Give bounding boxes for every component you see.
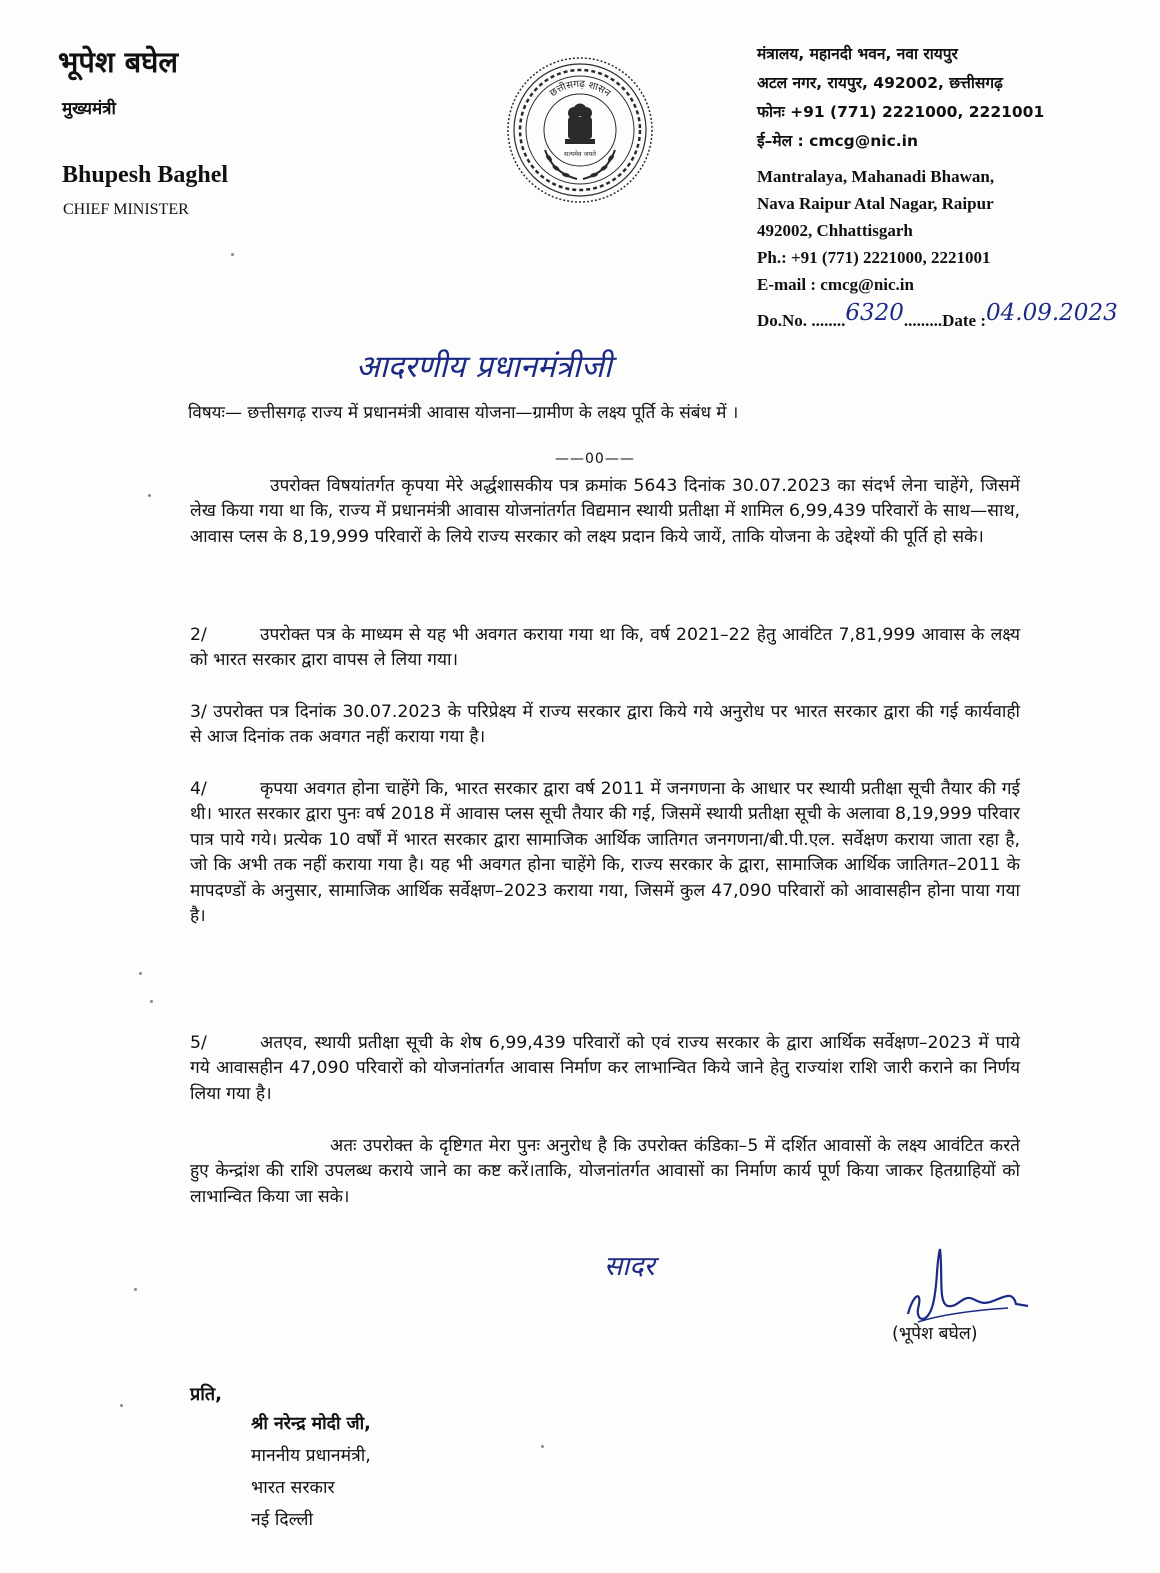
separator: ——00—— — [555, 451, 635, 467]
chhattisgarh-government-seal-icon — [505, 55, 655, 205]
address-hindi-line: ई–मेल : cmcg@nic.in — [757, 132, 919, 150]
scan-speck — [231, 253, 234, 256]
date-label: Date : — [942, 311, 987, 330]
paragraph-5-text: अतएव, स्थायी प्रतीक्षा सूची के शेष 6,99,439 परिवारों को एवं राज्य सरकार के द्वारा आर्थिक सर्वेक्षण–2023 में पाये गये आवासहीन 47,090 परिवारों को योजनांतर्गत आवास निर्माण कर लाभान्वित किये जाने हेतु राज्यांश राशि जारी कराने का निर्णय लिया गया है। — [190, 1033, 1020, 1104]
address-english-line: E-mail : cmcg@nic.in — [757, 275, 914, 294]
scan-speck — [134, 1288, 137, 1291]
address-hindi-line: मंत्रालय, महानदी भवन, नवा रायपुर — [757, 45, 958, 63]
recipient-address — [251, 1408, 371, 1536]
address-english-line: Mantralaya, Mahanadi Bhawan, — [757, 167, 995, 186]
scan-speck — [139, 972, 142, 975]
recipient-name: श्री नरेन्द्र मोदी जी, — [251, 1414, 371, 1434]
recipient-organisation: भारत सरकार — [251, 1478, 335, 1498]
address-hindi-line: फोनः +91 (771) 2221000, 2221001 — [757, 103, 1045, 121]
do-number: 6320 — [845, 300, 904, 326]
sender-title-hindi: मुख्यमंत्री — [62, 99, 116, 119]
paragraph-2-text: उपरोक्त पत्र के माध्यम से यह भी अवगत कराया गया था कि, वर्ष 2021–22 हेतु आवंटित 7,81,999 आवास के लक्ष्य को भारत सरकार द्वारा वापस ले लिया गया। — [190, 625, 1020, 671]
address-english-line: Nava Raipur Atal Nagar, Raipur — [757, 194, 994, 213]
do-dots: ........ — [811, 311, 846, 330]
address-english-line: Ph.: +91 (771) 2221000, 2221001 — [757, 248, 991, 267]
paragraph-1: उपरोक्त विषयांतर्गत कृपया मेरे अर्द्धशासकीय पत्र क्रमांक 5643 दिनांक 30.07.2023 का संदर्भ लेना चाहेंगे, जिसमें लेख किया गया था कि, राज्य में प्रधानमंत्री आवास योजनांतर्गत विद्यमान स्थायी प्रतीक्षा में शामिल 6,99,439 परिवारों के साथ—साथ, आवास प्लस के 8,19,999 परिवारों के लिये राज्य सरकार को लक्ष्य प्रदान किये जायें, ताकि योजना के उद्देश्यों की पूर्ति हो सके। — [190, 476, 1020, 547]
address-english — [757, 163, 994, 298]
closing-sadar: सादर — [604, 1251, 655, 1282]
paragraph-5 — [190, 1031, 1020, 1107]
recipient-city: नई दिल्ली — [251, 1510, 313, 1530]
address-hindi-line: अटल नगर, रायपुर, 492002, छत्तीसगढ़ — [757, 74, 1003, 92]
paragraph-6: अतः उपरोक्त के दृष्टिगत मेरा पुनः अनुरोध है कि उपरोक्त कंडिका–5 में दर्शित आवासों के लक्ष्य आवंटित करते हुए केन्द्रांश की राशि उपलब्ध कराये जाने का कष्ट करें।ताकि, योजनांतर्गत आवासों का निर्माण कार्य पूर्ण किया जाकर हितग्राहियों को लाभान्वित किया जा सके। — [190, 1136, 1020, 1207]
paragraph-2 — [190, 623, 1020, 674]
date-dots: ......... — [903, 311, 943, 330]
emblem-motto: सत्यमेव जयते — [564, 150, 596, 158]
sender-name-english: Bhupesh Baghel — [62, 162, 229, 188]
paragraph-4-text: कृपया अवगत होना चाहेंगे कि, भारत सरकार द्वारा वर्ष 2011 में जनगणना के आधार पर स्थायी प्रतीक्षा सूची तैयार की गई थी। भारत सरकार द्वारा पुनः वर्ष 2018 में आवास प्लस सूची तैयार की गई, जिसमें स्थायी प्रतीक्षा सूची के अलावा 8,19,999 परिवार पात्र पाये गये। प्रत्येक 10 वर्षों में भारत सरकार द्वारा सामाजिक आर्थिक जातिगत जनगणना/बी.पी.एल. सर्वेक्षण कराया जाता रहा है, जो कि अभी तक नहीं कराया गया है। यह भी अवगत होना चाहेंगे कि, राज्य सरकार के द्वारा, सामाजिक आर्थिक जातिगत–2011 के मापदण्डों के अनुसार, सामाजिक आर्थिक सर्वेक्षण–2023 कराया गया, जिसमें कुल 47,090 परिवारों को आवासहीन होना पाया गया है। — [190, 779, 1020, 927]
do-number-date — [757, 300, 1118, 332]
sender-name-hindi: भूपेश बघेल — [58, 45, 179, 79]
signer-name: (भूपेश बघेल) — [892, 1324, 978, 1344]
seal-text: छत्तीसगढ़ शासन — [547, 78, 613, 100]
recipient-designation: माननीय प्रधानमंत्री, — [251, 1446, 371, 1466]
address-hindi — [757, 40, 1044, 156]
sender-title-english: CHIEF MINISTER — [63, 201, 189, 218]
address-english-line: 492002, Chhattisgarh — [757, 221, 913, 240]
salutation: आदरणीय प्रधानमंत्रीजी — [356, 349, 612, 385]
paragraph-4 — [190, 777, 1020, 929]
paragraph-3: 3/ उपरोक्त पत्र दिनांक 30.07.2023 के परिप्रेक्ष्य में राज्य सरकार द्वारा किये गये अनुरोध पर भारत सरकार द्वारा की गई कार्यवाही से आज दिनांक तक अवगत नहीं कराया गया है। — [190, 702, 1020, 748]
recipient-prefix: प्रति, — [190, 1384, 223, 1405]
paragraph-4-number: 4/ — [190, 779, 207, 799]
scan-speck — [120, 1404, 123, 1407]
subject-line: विषयः— छत्तीसगढ़ राज्य में प्रधानमंत्री आवास योजना—ग्रामीण के लक्ष्य पूर्ति के संबंध में । — [188, 403, 739, 423]
paragraph-2-number: 2/ — [190, 625, 207, 645]
scan-speck — [150, 1000, 153, 1003]
scan-speck — [541, 1445, 544, 1448]
scan-speck — [148, 494, 151, 497]
date-value: 04.09.2023 — [986, 300, 1118, 326]
do-label: Do.No. — [757, 311, 808, 330]
svg-text:छत्तीसगढ़ शासन — [548, 79, 613, 100]
paragraph-5-number: 5/ — [190, 1033, 207, 1053]
